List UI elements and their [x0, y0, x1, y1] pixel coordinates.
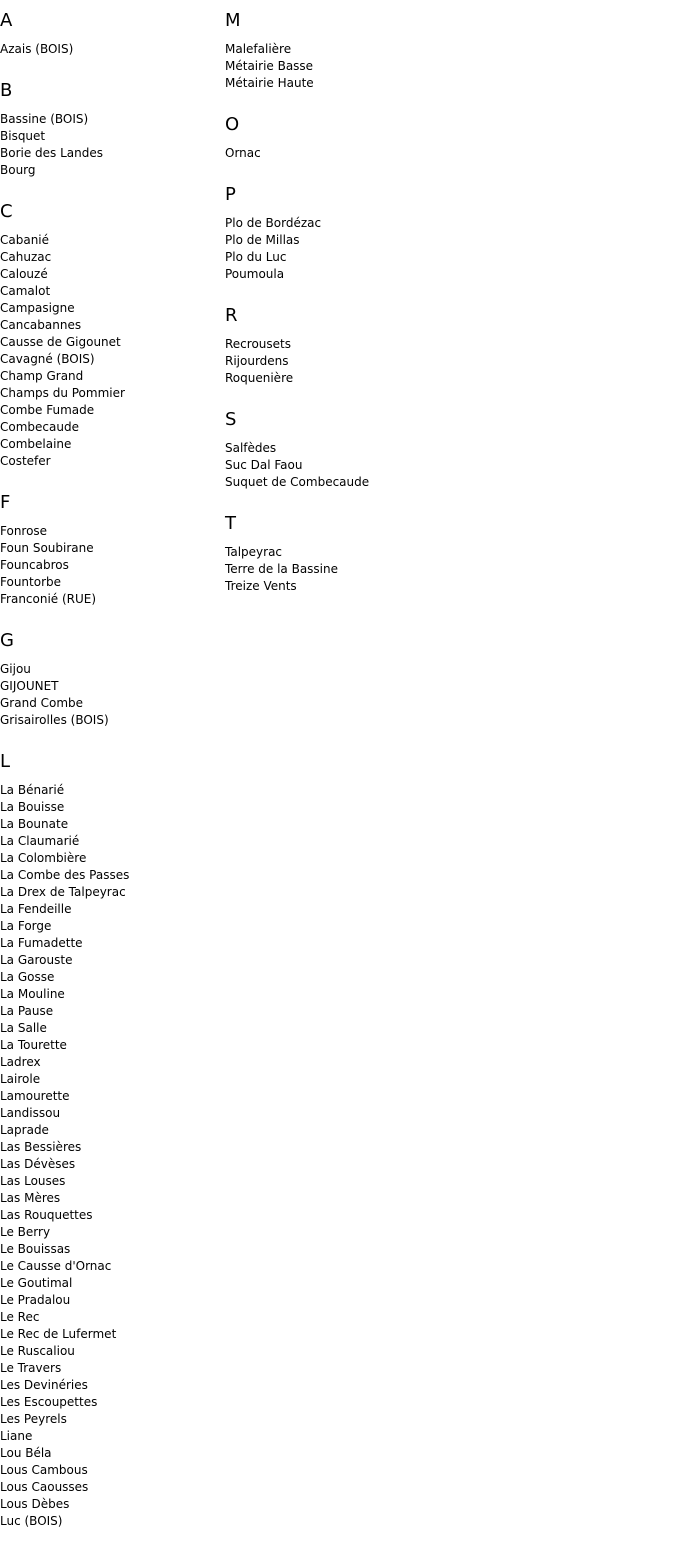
place-link-bourg[interactable]: Bourg: [0, 163, 36, 177]
letter-section-a: [0, 9, 220, 58]
place-link-la-gosse[interactable]: La Gosse: [0, 970, 55, 984]
place-link-talpeyrac[interactable]: Talpeyrac: [225, 545, 283, 559]
place-list: [225, 544, 525, 595]
place-link-bassine-bois[interactable]: Bassine (BOIS): [0, 112, 89, 126]
place-link-lous-cambous[interactable]: Lous Cambous: [0, 1463, 88, 1477]
letter-heading: R: [225, 305, 238, 326]
place-link-cancabannes[interactable]: Cancabannes: [0, 318, 82, 332]
place-link-la-claumarie[interactable]: La Claumarié: [0, 834, 80, 848]
place-link-le-rec[interactable]: Le Rec: [0, 1310, 40, 1324]
place-link-causse-de-gigounet[interactable]: Causse de Gigounet: [0, 335, 121, 349]
place-link-las-meres[interactable]: Las Mères: [0, 1191, 61, 1205]
letter-section-l: [0, 750, 220, 1530]
place-list: [225, 145, 525, 162]
place-link-les-peyrels[interactable]: Les Peyrels: [0, 1412, 67, 1426]
place-link-calouze[interactable]: Calouzé: [0, 267, 48, 281]
place-link-la-bounate[interactable]: La Bounate: [0, 817, 69, 831]
place-list: [225, 336, 525, 387]
place-link-le-bouissas[interactable]: Le Bouissas: [0, 1242, 71, 1256]
place-link-cabanie[interactable]: Cabanié: [0, 233, 50, 247]
place-link-la-forge[interactable]: La Forge: [0, 919, 52, 933]
letter-heading: S: [225, 409, 237, 430]
place-link-le-pradalou[interactable]: Le Pradalou: [0, 1293, 71, 1307]
place-link-champ-grand[interactable]: Champ Grand: [0, 369, 84, 383]
place-link-landissou[interactable]: Landissou: [0, 1106, 61, 1120]
place-link-ornac[interactable]: Ornac: [225, 146, 261, 160]
place-link-fountorbe[interactable]: Fountorbe: [0, 575, 62, 589]
place-link-le-rec-de-lufermet[interactable]: Le Rec de Lufermet: [0, 1327, 117, 1341]
place-link-la-pause[interactable]: La Pause: [0, 1004, 54, 1018]
letter-heading: B: [0, 80, 13, 101]
place-link-roqueniere[interactable]: Roquenière: [225, 371, 294, 385]
place-link-la-bouisse[interactable]: La Bouisse: [0, 800, 65, 814]
index-column-right: [225, 9, 525, 616]
place-list: [0, 41, 220, 58]
place-link-la-colombiere[interactable]: La Colombière: [0, 851, 87, 865]
place-link-lamourette[interactable]: Lamourette: [0, 1089, 70, 1103]
place-list: [0, 111, 220, 179]
place-link-fonrose[interactable]: Fonrose: [0, 524, 48, 538]
place-link-la-drex-de-talpeyrac[interactable]: La Drex de Talpeyrac: [0, 885, 126, 899]
place-link-las-rouquettes[interactable]: Las Rouquettes: [0, 1208, 93, 1222]
place-link-plo-de-bordezac[interactable]: Plo de Bordézac: [225, 216, 322, 230]
place-link-le-causse-d-ornac[interactable]: Le Causse d'Ornac: [0, 1259, 112, 1273]
place-link-le-ruscaliou[interactable]: Le Ruscaliou: [0, 1344, 75, 1358]
place-list: [0, 232, 220, 470]
place-link-metairie-basse[interactable]: Métairie Basse: [225, 59, 314, 73]
place-list: [225, 41, 525, 92]
place-link-le-berry[interactable]: Le Berry: [0, 1225, 51, 1239]
letter-heading: L: [0, 751, 11, 772]
place-link-recrousets[interactable]: Recrousets: [225, 337, 291, 351]
place-link-grand-combe[interactable]: Grand Combe: [0, 696, 84, 710]
letter-section-o: [225, 113, 525, 162]
letter-heading: C: [0, 201, 13, 222]
place-link-champs-du-pommier[interactable]: Champs du Pommier: [0, 386, 125, 400]
place-link-cahuzac[interactable]: Cahuzac: [0, 250, 52, 264]
letter-heading: P: [225, 184, 236, 205]
place-link-les-escoupettes[interactable]: Les Escoupettes: [0, 1395, 98, 1409]
place-link-las-louses[interactable]: Las Louses: [0, 1174, 66, 1188]
place-link-azais-bois[interactable]: Azais (BOIS): [0, 42, 74, 56]
place-link-la-tourette[interactable]: La Tourette: [0, 1038, 67, 1052]
place-link-la-fumadette[interactable]: La Fumadette: [0, 936, 83, 950]
place-link-las-bessieres[interactable]: Las Bessières: [0, 1140, 82, 1154]
letter-heading: G: [0, 630, 14, 651]
letter-section-p: [225, 183, 525, 283]
place-link-laprade[interactable]: Laprade: [0, 1123, 49, 1137]
place-link-la-mouline[interactable]: La Mouline: [0, 987, 65, 1001]
letter-section-c: [0, 200, 220, 470]
place-link-luc-bois[interactable]: Luc (BOIS): [0, 1514, 63, 1528]
place-list: [225, 215, 525, 283]
place-link-rijourdens[interactable]: Rijourdens: [225, 354, 289, 368]
place-link-ladrex[interactable]: Ladrex: [0, 1055, 41, 1069]
place-link-cavagne-bois[interactable]: Cavagné (BOIS): [0, 352, 95, 366]
place-link-plo-de-millas[interactable]: Plo de Millas: [225, 233, 300, 247]
place-link-treize-vents[interactable]: Treize Vents: [225, 579, 297, 593]
place-link-franconie-rue[interactable]: Franconié (RUE): [0, 592, 97, 606]
letter-heading: F: [0, 492, 11, 513]
letter-section-m: [225, 9, 525, 92]
letter-section-s: [225, 408, 525, 491]
place-link-la-combe-des-passes[interactable]: La Combe des Passes: [0, 868, 130, 882]
place-link-poumoula[interactable]: Poumoula: [225, 267, 285, 281]
place-link-campasigne[interactable]: Campasigne: [0, 301, 75, 315]
place-link-gijounet[interactable]: GIJOUNET: [0, 679, 59, 693]
place-link-la-garouste[interactable]: La Garouste: [0, 953, 73, 967]
place-link-malefaliere[interactable]: Malefalière: [225, 42, 292, 56]
place-link-lous-debes[interactable]: Lous Dèbes: [0, 1497, 70, 1511]
place-link-metairie-haute[interactable]: Métairie Haute: [225, 76, 314, 90]
letter-heading: O: [225, 114, 240, 135]
place-link-lairole[interactable]: Lairole: [0, 1072, 41, 1086]
letter-section-t: [225, 512, 525, 595]
place-link-la-benarie[interactable]: La Bénarié: [0, 783, 65, 797]
place-list: [0, 661, 220, 729]
place-link-suquet-de-combecaude[interactable]: Suquet de Combecaude: [225, 475, 370, 489]
place-link-salfedes[interactable]: Salfèdes: [225, 441, 277, 455]
place-link-founcabros[interactable]: Founcabros: [0, 558, 69, 572]
place-link-combelaine[interactable]: Combelaine: [0, 437, 72, 451]
place-list: [0, 782, 220, 1530]
place-link-foun-soubirane[interactable]: Foun Soubirane: [0, 541, 94, 555]
place-link-camalot[interactable]: Camalot: [0, 284, 51, 298]
index-column-left: [0, 9, 220, 1551]
letter-section-g: [0, 629, 220, 729]
place-link-borie-des-landes[interactable]: Borie des Landes: [0, 146, 104, 160]
letter-section-b: [0, 79, 220, 179]
place-link-lou-bela[interactable]: Lou Béla: [0, 1446, 52, 1460]
place-link-combe-fumade[interactable]: Combe Fumade: [0, 403, 95, 417]
place-link-grisairolles-bois[interactable]: Grisairolles (BOIS): [0, 713, 109, 727]
place-link-costefer[interactable]: Costefer: [0, 454, 51, 468]
place-link-las-deveses[interactable]: Las Dévèses: [0, 1157, 76, 1171]
place-link-la-fendeille[interactable]: La Fendeille: [0, 902, 72, 916]
place-list: [225, 440, 525, 491]
place-link-liane[interactable]: Liane: [0, 1429, 33, 1443]
place-link-combecaude[interactable]: Combecaude: [0, 420, 79, 434]
place-link-bisquet[interactable]: Bisquet: [0, 129, 46, 143]
place-link-gijou[interactable]: Gijou: [0, 662, 31, 676]
letter-section-f: [0, 491, 220, 608]
place-link-la-salle[interactable]: La Salle: [0, 1021, 47, 1035]
place-link-le-goutimal[interactable]: Le Goutimal: [0, 1276, 73, 1290]
place-link-suc-dal-faou[interactable]: Suc Dal Faou: [225, 458, 303, 472]
place-link-le-travers[interactable]: Le Travers: [0, 1361, 62, 1375]
letter-heading: A: [0, 10, 13, 31]
letter-heading: T: [225, 513, 236, 534]
place-link-plo-du-luc[interactable]: Plo du Luc: [225, 250, 287, 264]
place-link-les-devineries[interactable]: Les Devinéries: [0, 1378, 88, 1392]
place-list: [0, 523, 220, 608]
place-link-terre-de-la-bassine[interactable]: Terre de la Bassine: [225, 562, 338, 576]
letter-heading: M: [225, 10, 241, 31]
place-link-lous-caousses[interactable]: Lous Caousses: [0, 1480, 89, 1494]
letter-section-r: [225, 304, 525, 387]
